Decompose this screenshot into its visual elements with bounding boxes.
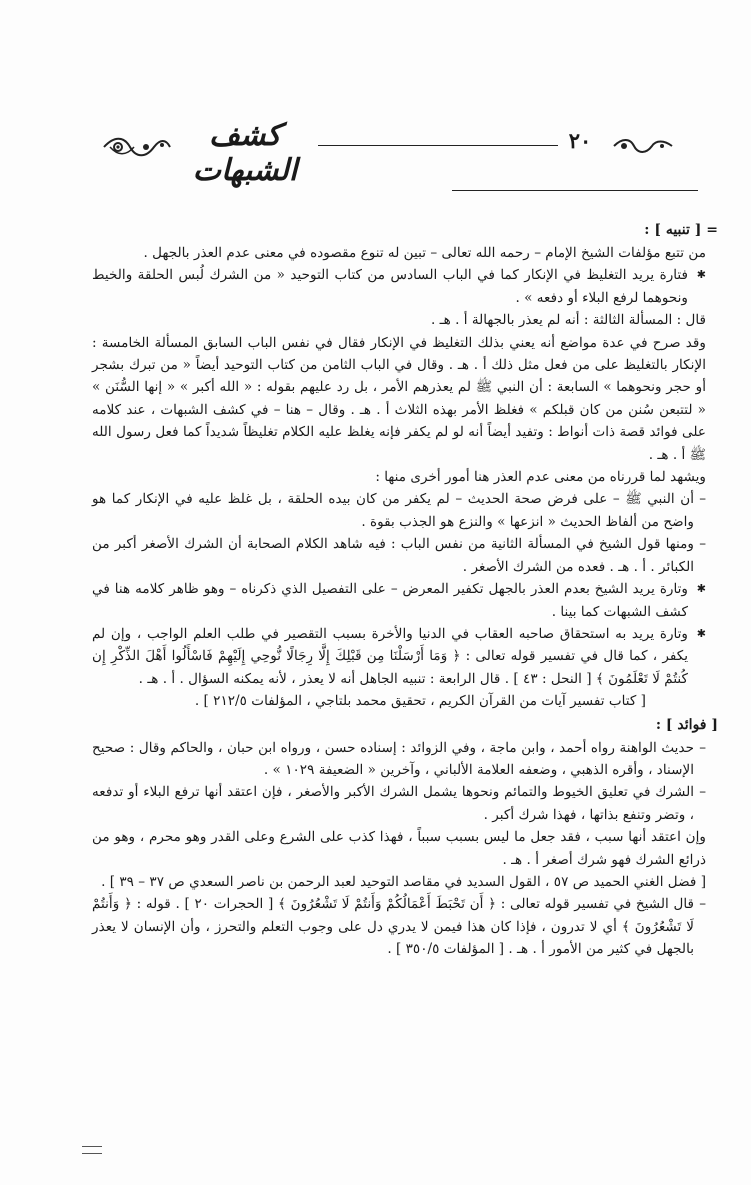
paragraph: وقد صرح في عدة مواضع أنه يعني بذلك التغليظ في الإنكار فقال في نفس الباب السابق المسألة الخامسة : الإنكار بالتغليظ على من فعل مثل ذلك أ . هـ . وقال في الباب الثامن من كتاب التوحيد أيضاً « من تبرك بشجر أو حجر ونحوهما » السابعة : أن النبي ﷺ لم يعذرهم الأمر ، بل رد عليهم بقوله : « الله أكبر » « إنها السُّنَن » « لتتبعن سُنن من كان قبلكم » فغلظ الأمر بهذه الثلاث أ . هـ . وقال – هنا – في كشف الشبهات ، عند كلامه على فوائد قصة ذات أنواط : وتفيد أيضاً أنه لو لم يكفر فإنه يغلظ عليه الكلام تغليظاً شديداً كما فعل رسول الله ﷺ أ . هـ . [92, 334, 706, 463]
header-rule [318, 145, 558, 146]
dash-paragraph: – الشرك في تعليق الخيوط والتمائم ونحوها يشمل الشرك الأكبر والأصغر ، فإن اعتقد أنها ترفع البلاء أو تدفعه ، وتضر وتنفع بذاتها ، فهذا شرك أكبر . [92, 781, 706, 826]
dash-paragraph: – قال الشيخ في تفسير قوله تعالى : ﴿ أَن تَحْبَطَ أَعْمَالُكُمْ وَأَنتُمْ لَا تَشْعُرُونَ ﴾ [ الحجرات ٢٠ ] . قوله : ﴿ وَأَنتُمْ لَا تَشْعُرُونَ ﴾ أي لا تدرون ، فإذا كان هذا فيمن لا يدري دل على وجوب التعلم والتحرز ، وأن الإنسان لا يعذر بالجهل في كثير من الأمور أ . هـ . [ المؤلفات ٣٥٠/٥ ] . [92, 893, 706, 960]
reference: [ فضل الغني الحميد ص ٥٧ ، القول السديد في مقاصد التوحيد لعبد الرحمن بن ناصر السعدي ص ٣٧ – ٣٩ ] . [101, 873, 706, 890]
section-heading-fawaid: [ فوائد ] : [655, 716, 718, 733]
reference: [ كتاب تفسير آيات من القرآن الكريم ، تحقيق محمد بلتاجي ، المؤلفات ٢١٢/٥ ] . [194, 693, 646, 710]
dash-paragraph: – أن النبي ﷺ – على فرض صحة الحديث – لم يكفر من كان بيده الحلقة ، بل غلظ عليه في الإنكار كما هو واضح من ألفاظ الحديث « انزعها » والنزع هو الجذب بقوة . [92, 488, 706, 533]
paragraph: قال : المسألة الثالثة : أنه لم يعذر بالجهالة أ . هـ . [430, 312, 706, 329]
paragraph: ويشهد لما قررناه من معنى عدم العذر هنا أمور أخرى منها : [375, 469, 706, 486]
page-header [0, 118, 751, 188]
page-body [92, 218, 718, 961]
bullet-paragraph: ✱ فتارة يريد التغليظ في الإنكار كما في الباب السادس من كتاب التوحيد « من الشرك لُبس الحلقة والخيط ونحوهما لرفع البلاء أو دفعه » . [92, 264, 706, 309]
paragraph: وإن اعتقد أنها سبب ، فقد جعل ما ليس بسبب سبباً ، فهذا كذب على الشرع وعلى القدر وهو محرم ، وهو من ذرائع الشرك فهو شرك أصغر أ . هـ . [92, 829, 706, 868]
header-sub-rule [452, 190, 698, 191]
margin-mark [82, 1146, 102, 1154]
section-heading-tanbih: = [ تنبيه ] : [644, 222, 718, 238]
bullet-paragraph: ✱ وتارة يريد به استحقاق صاحبه العقاب في الدنيا والأخرة بسبب التقصير في طلب العلم الواجب ، وإن لم يكفر ، كما قال في تفسير قوله تعالى : ﴿ وَمَا أَرْسَلْنَا مِن قَبْلِكَ إِلَّا رِجَالًا نُّوحِي إِلَيْهِمْ فَاسْأَلُوا أَهْلَ الذِّكْرِ إِن كُنتُمْ لَا تَعْلَمُونَ ﴾ [ النحل : ٤٣ ] . قال الرابعة : تنبيه الجاهل أنه لا يعذر ، لأنه يمكنه السؤال . أ . هـ . [92, 623, 706, 690]
dash-paragraph: – ومنها قول الشيخ في المسألة الثانية من نفس الباب : فيه شاهد الكلام الصحابة أن الشرك الأصغر أكبر من الكبائر . أ . هـ . فعده من الشرك الأصغر . [92, 533, 706, 578]
dash-paragraph: – حديث الواهنة رواه أحمد ، وابن ماجة ، وفي الزوائد : إسناده حسن ، ورواه ابن حبان ، والحاكم وقال : صحيح الإسناد ، وأقره الذهبي ، وضعفه العلامة الألباني ، وآخرين « الضعيفة ١٠٢٩ » . [92, 737, 706, 782]
page-number: ٢٠ [568, 128, 592, 153]
book-title: كشف الشبهات [192, 118, 298, 188]
ornament-left-icon [100, 132, 172, 166]
paragraph: من تتبع مؤلفات الشيخ الإمام – رحمه الله تعالى – تبين له تنوع مقصوده في معنى عدم العذر بالجهل . [143, 245, 706, 261]
bullet-paragraph: ✱ وتارة يريد الشيخ بعدم العذر بالجهل تكفير المعرض – على التفصيل الذي ذكرناه – وهو ظاهر كلامه هنا في كشف الشبهات كما بينا . [92, 578, 706, 623]
ornament-right-icon [612, 135, 674, 161]
